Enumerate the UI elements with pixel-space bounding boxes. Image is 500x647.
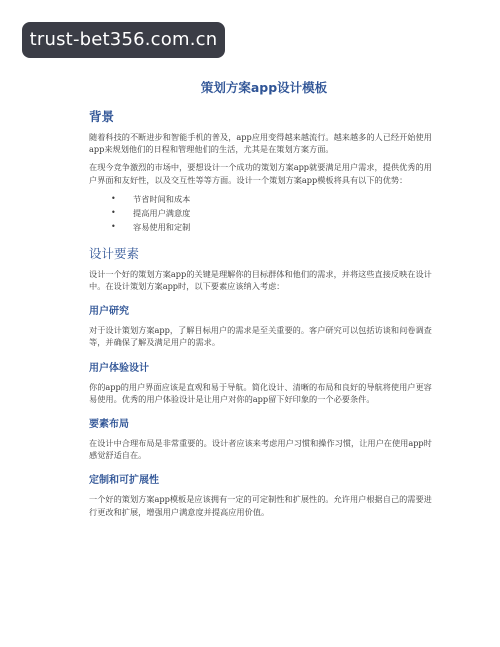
list-item [111,206,439,220]
advantages-list [89,192,439,234]
subheading-customization: 定制和可扩展性 [89,475,159,487]
section-heading-background: 背景 [89,109,115,124]
list-item [111,220,439,234]
section-heading-design: 设计要素 [89,245,140,261]
watermark-banner: trust-bet356.com.cn [22,22,225,58]
list-item-text: 提高用户满意度 [133,207,191,218]
bullet-icon: • [111,221,116,231]
document-body [89,78,439,524]
subheading-user-research: 用户研究 [89,306,129,318]
subheading-layout: 要素布局 [89,419,129,431]
paragraph: 随着科技的不断进步和智能手机的普及，app应用变得越来越流行。越来越多的人已经开始使用app来规划他们的日程和管理他们的生活，尤其是在策划方案方面。 [89,132,432,155]
list-item-text: 容易使用和定制 [133,221,191,232]
paragraph: 在设计中合理布局是非常重要的。设计者应该来考虑用户习惯和操作习惯，让用户在使用app时感觉舒适自在。 [89,438,432,461]
bullet-icon: • [111,207,116,217]
subheading-user-experience: 用户体验设计 [89,362,149,374]
paragraph: 对于设计策划方案app，了解目标用户的需求是至关重要的。客户研究可以包括访谈和问卷调查等，并确保了解及满足用户的需求。 [89,325,432,348]
list-item-text: 节省时间和成本 [133,193,191,204]
list-item [111,192,439,206]
bullet-icon: • [111,193,116,203]
document-title: 策划方案app设计模板 [200,80,328,95]
paragraph: 设计一个好的策划方案app的关键是理解你的目标群体和他们的需求，并将这些直接反映在设计中。在设计策划方案app时，以下要素应该纳入考虑： [89,268,432,292]
paragraph: 一个好的策划方案app模板是应该拥有一定的可定制性和扩展性的。允许用户根据自己的需要进行更改和扩展，增强用户满意度并提高应用价值。 [89,494,432,517]
paragraph: 在现今竞争激烈的市场中，要想设计一个成功的策划方案app就要满足用户需求，提供优秀的用户界面和友好性，以及交互性等等方面。设计一个策划方案app模板将具有以下的优势： [89,162,432,185]
paragraph: 你的app的用户界面应该是直观和易于导航。简化设计、清晰的布局和良好的导航将使用户更容易使用。优秀的用户体验设计是让用户对你的app留下好印象的一个必要条件。 [89,381,432,404]
